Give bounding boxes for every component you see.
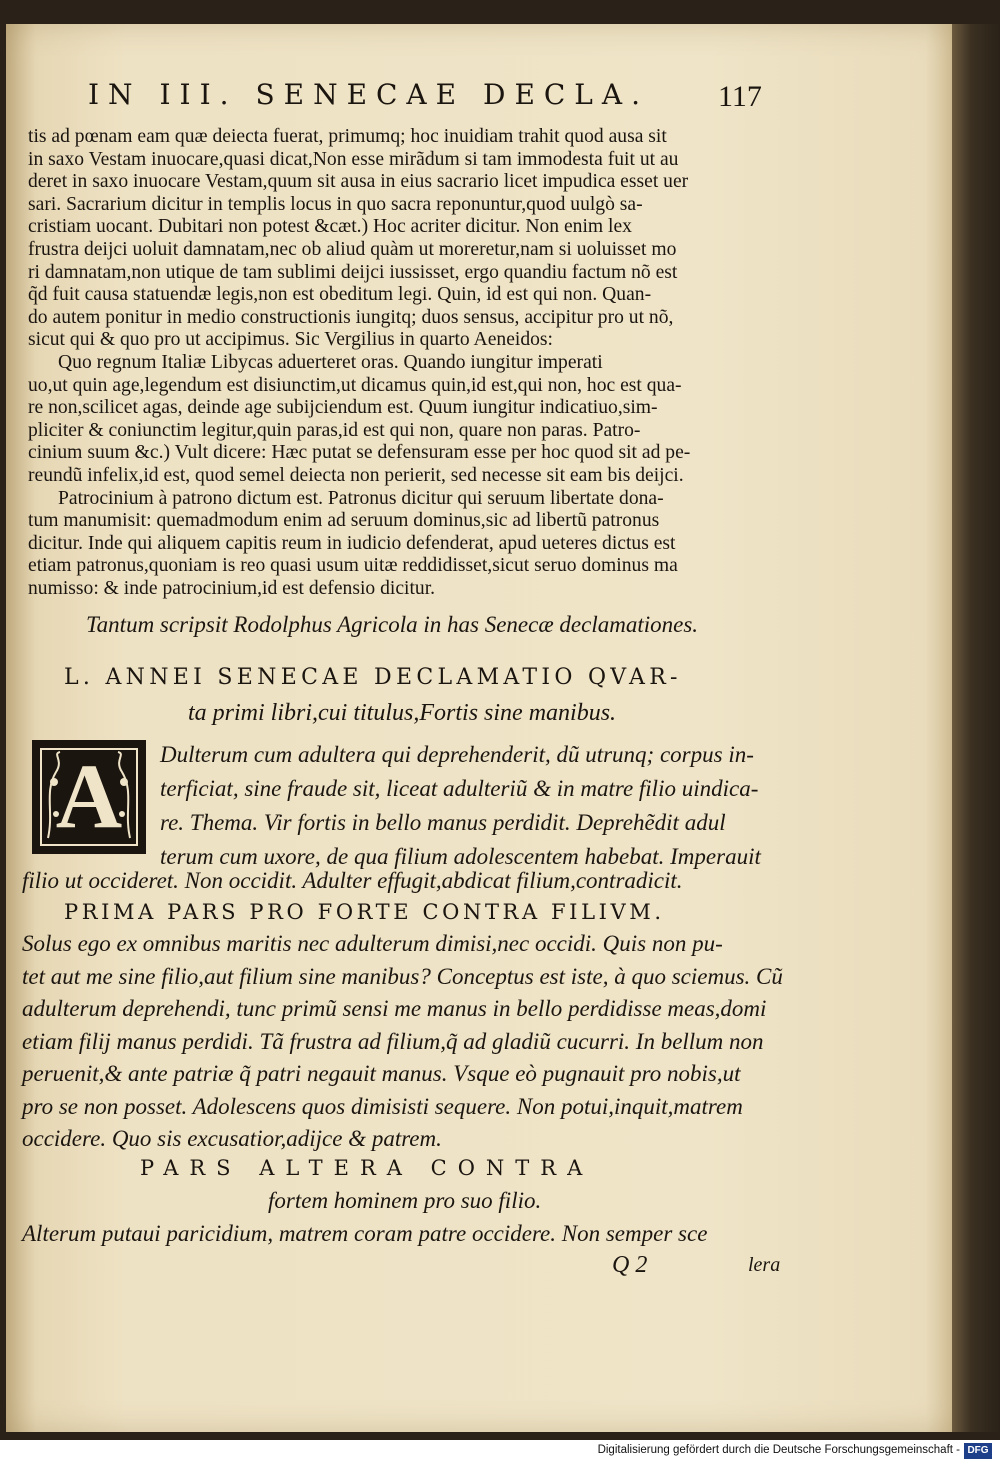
- catchword: lera: [748, 1254, 781, 1276]
- thema-block: [160, 738, 800, 874]
- part2-first-line: Alterum putaui paricidium, matrem coram patre occidere. Non semper sce: [22, 1221, 708, 1246]
- thema-line: Dulterum cum adultera qui deprehenderit, dũ utrunq; corpus in-: [160, 742, 754, 767]
- declamation-subtitle: ta primi libri,cui titulus,Fortis sine manibus.: [188, 700, 617, 726]
- part1-line: occidere. Quo sis excusatior,adijce & patrem.: [22, 1126, 442, 1151]
- part1-heading: PRIMA PARS PRO FORTE CONTRA FILIVM.: [64, 900, 665, 924]
- thema-last-line: filio ut occideret. Non occidit. Adulter effugit,abdicat filium,contradicit.: [22, 868, 683, 893]
- commentary-line: dicitur. Inde qui aliquem capitis reum in iudicio defenderat, apud ueteres dictus est: [28, 532, 676, 554]
- thema-line: terficiat, sine fraude sit, liceat adulteriũ & in matre filio uindica-: [160, 776, 759, 801]
- part2-subheading: fortem hominem pro suo filio.: [268, 1188, 542, 1213]
- commentary-line: in saxo Vestam inuocare,quasi dicat,Non esse mirãdum si tam immodesta fuit ut au: [28, 148, 679, 170]
- part2-heading: PARS ALTERA CONTRA: [140, 1156, 594, 1180]
- commentary-line: frustra deijci uoluit damnatam,nec ob aliud quàm ut moreretur,nam si uoluisset mo: [28, 238, 677, 260]
- part1-line: adulterum deprehendi, tunc primũ sensi me manus in bello perdidisse meas,domi: [22, 996, 767, 1021]
- commentary-line: cristiam uocant. Dubitari non potest &cæt.) Hoc acriter dicitur. Non enim lex: [28, 216, 632, 238]
- commentary-line: re non,scilicet agas, deinde age subijciendum est. Quum iungitur indicatiuo,sim-: [28, 397, 658, 419]
- commentary-line: uo,ut quin age,legendum est disiunctim,ut dicamus quin,id est,qui non, hoc est qua-: [28, 374, 682, 396]
- part1-line: etiam filij manus perdidi. Tã frustra ad filium,q̃ ad gladiũ cucurri. In bellum non: [22, 1028, 764, 1054]
- thema-line: re. Thema. Vir fortis in bello manus perdidit. Deprehẽdit adul: [160, 810, 726, 835]
- dfg-logo-icon: DFG: [964, 1443, 992, 1459]
- part1-line: pro se non posset. Adolescens quos dimisisti sequere. Non potui,inquit,matrem: [22, 1093, 743, 1119]
- initial-letter: A: [55, 745, 123, 847]
- commentary-block: [28, 126, 796, 600]
- part1-block: [22, 928, 802, 1156]
- commentary-line: Quo regnum Italiæ Libycas aduerteret oras. Quando iungitur imperati: [58, 351, 603, 373]
- declamation-title: L. ANNEI SENECAE DECLAMATIO QVAR-: [64, 665, 682, 690]
- commentary-line: sicut qui & quo pro ut accipimus. Sic Vergilius in quarto Aeneidos:: [28, 329, 553, 351]
- signature-mark: Q 2: [612, 1252, 648, 1278]
- commentary-line: numisso: & inde patrocinium,id est defensio dicitur.: [28, 577, 436, 599]
- footer-credit: Digitalisierung gefördert durch die Deutsche Forschungsgemeinschaft -: [597, 1444, 960, 1456]
- commentary-line: deret in saxo inuocare Vestam,quum sit ausa in eius sacrario licet impudica esset uer: [28, 171, 689, 193]
- commentary-line: tis ad pœnam eam quæ deiecta fuerat, primumq; hoc inuidiam trahit quod ausa sit: [28, 126, 667, 147]
- thema-line: terum cum uxore, de qua filium adolescentem habebat. Imperauit: [160, 844, 761, 869]
- running-header: [88, 78, 778, 122]
- running-title: IN III. SENECAE DECLA.: [88, 78, 650, 111]
- agricola-note: Tantum scripsit Rodolphus Agricola in has Senecæ declamationes.: [86, 612, 699, 637]
- page-edge: [952, 24, 1000, 1432]
- commentary-line: q̃d fuit causa statuendæ legis,non est obeditum legi. Quin, id est qui non. Quan-: [28, 284, 652, 306]
- part1-line: tet aut me sine filio,aut filium sine manibus? Conceptus est iste, à quo sciemus. Cũ: [22, 963, 783, 989]
- commentary-line: ri damnatam,non utique de tam sublimi deijci iussisset, ergo quandiu factum nõ est: [28, 261, 678, 283]
- footer-bar: [0, 1440, 1000, 1464]
- commentary-line: cinium suum &c.) Vult dicere: Hæc putat se defensuram esse per hoc quod sit ad pe-: [28, 442, 691, 464]
- decorated-initial: [32, 740, 146, 854]
- part1-line: peruenit,& ante patriæ q̃ patri negauit manus. Vsque eò pugnauit pro nobis,ut: [22, 1061, 741, 1086]
- commentary-line: pliciter & coniunctim legitur,quin paras,id est qui non, quare non paras. Patro-: [28, 419, 641, 441]
- commentary-line: tum manumisit: quemadmodum enim ad seruum dominus,sic ad libertũ patronus: [28, 510, 660, 532]
- page-number: 117: [718, 80, 762, 113]
- commentary-line: sari. Sacrarium dicitur in templis locus in quo sacra reponuntur,quod uulgò sa-: [28, 193, 643, 215]
- commentary-line: etiam patronus,quoniam is reo quasi usum uitæ reddidisset,sicut seruo dominus ma: [28, 555, 678, 577]
- commentary-line: reundũ infelix,id est, quod semel deiecta non perierit, sed necesse sit eam bis deijci.: [28, 464, 684, 486]
- commentary-line: Patrocinium à patrono dictum est. Patronus dicitur qui seruum libertate dona-: [58, 487, 664, 509]
- part1-line: Solus ego ex omnibus maritis nec adulterum dimisi,nec occidi. Quis non pu-: [22, 931, 723, 956]
- commentary-line: do autem ponitur in medio constructionis iungitq; duos sensus, accipitur pro ut nõ,: [28, 306, 674, 328]
